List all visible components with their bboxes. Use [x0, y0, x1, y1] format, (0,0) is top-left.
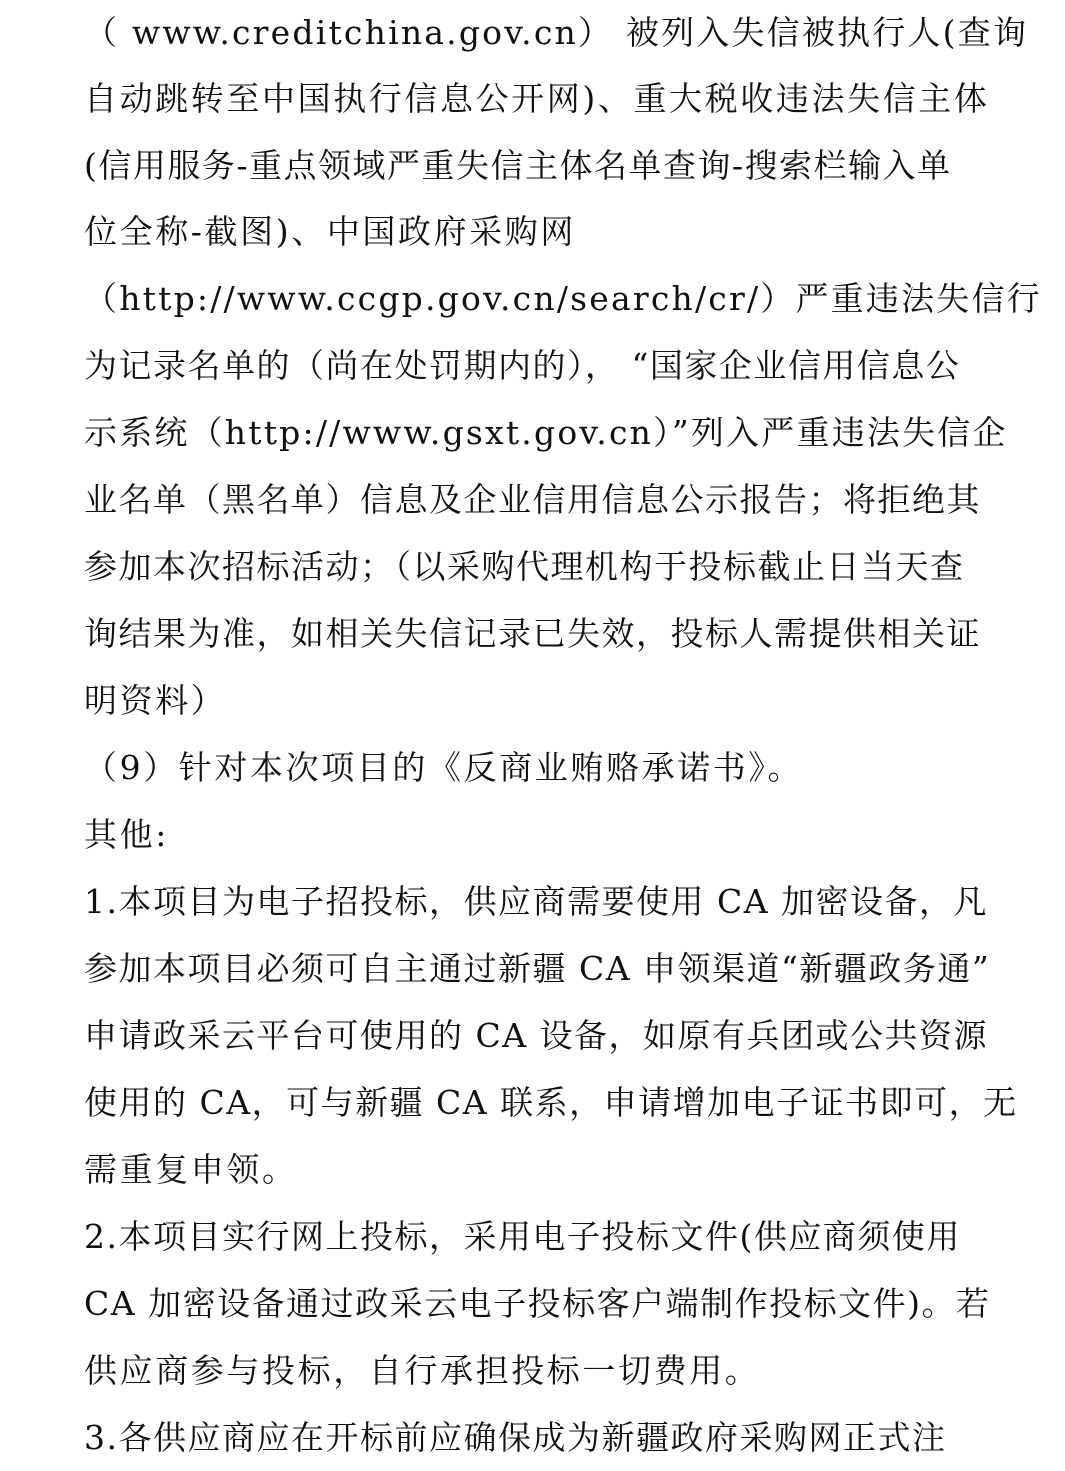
- text-line: 3.各供应商应在开标前应确保成为新疆政府采购网正式注: [84, 1418, 947, 1457]
- text-line: （9）针对本次项目的《反商业贿赂承诺书》。: [84, 748, 804, 787]
- text-line: 位全称-截图)、中国政府采购网: [84, 212, 577, 251]
- text-line: 参加本项目必须可自主通过新疆 CA 申领渠道“新疆政务通”: [84, 949, 991, 988]
- text-line: (信用服务-重点领域严重失信主体名单查询-搜索栏输入单: [84, 146, 952, 185]
- text-line: 需重复申领。: [84, 1150, 298, 1189]
- text-line: （http://www.ccgp.gov.cn/search/cr/）严重违法失信行: [84, 279, 1042, 318]
- text-line: 1.本项目为电子招投标，供应商需要使用 CA 加密设备，凡: [84, 882, 989, 921]
- text-line: 申请政采云平台可使用的 CA 设备，如原有兵团或公共资源: [84, 1016, 989, 1055]
- text-line: 明资料）: [84, 681, 227, 720]
- text-line: 示系统（http://www.gsxt.gov.cn）”列入严重违法失信企: [84, 413, 1008, 452]
- text-line: 2.本项目实行网上投标，采用电子投标文件(供应商须使用: [84, 1217, 961, 1256]
- text-line: 询结果为准，如相关失信记录已失效，投标人需提供相关证: [84, 614, 981, 653]
- text-line: 供应商参与投标，自行承担投标一切费用。: [84, 1351, 761, 1390]
- text-line: 自动跳转至中国执行信息公开网)、重大税收违法失信主体: [84, 79, 990, 118]
- text-line: 参加本次招标活动；（以采购代理机构于投标截止日当天查: [84, 547, 965, 586]
- text-line: 其他:: [84, 815, 169, 854]
- text-line: CA 加密设备通过政采云电子投标客户端制作投标文件)。若: [84, 1284, 991, 1323]
- text-line: 使用的 CA，可与新疆 CA 联系，申请增加电子证书即可，无: [84, 1083, 1018, 1122]
- text-line: 业名单（黑名单）信息及企业信用信息公示报告；将拒绝其: [84, 480, 981, 519]
- text-line: 为记录名单的（尚在处罚期内的）， “国家企业信用信息公: [84, 346, 961, 385]
- text-line: （ www.creditchina.gov.cn） 被列入失信被执行人(查询: [84, 13, 1029, 52]
